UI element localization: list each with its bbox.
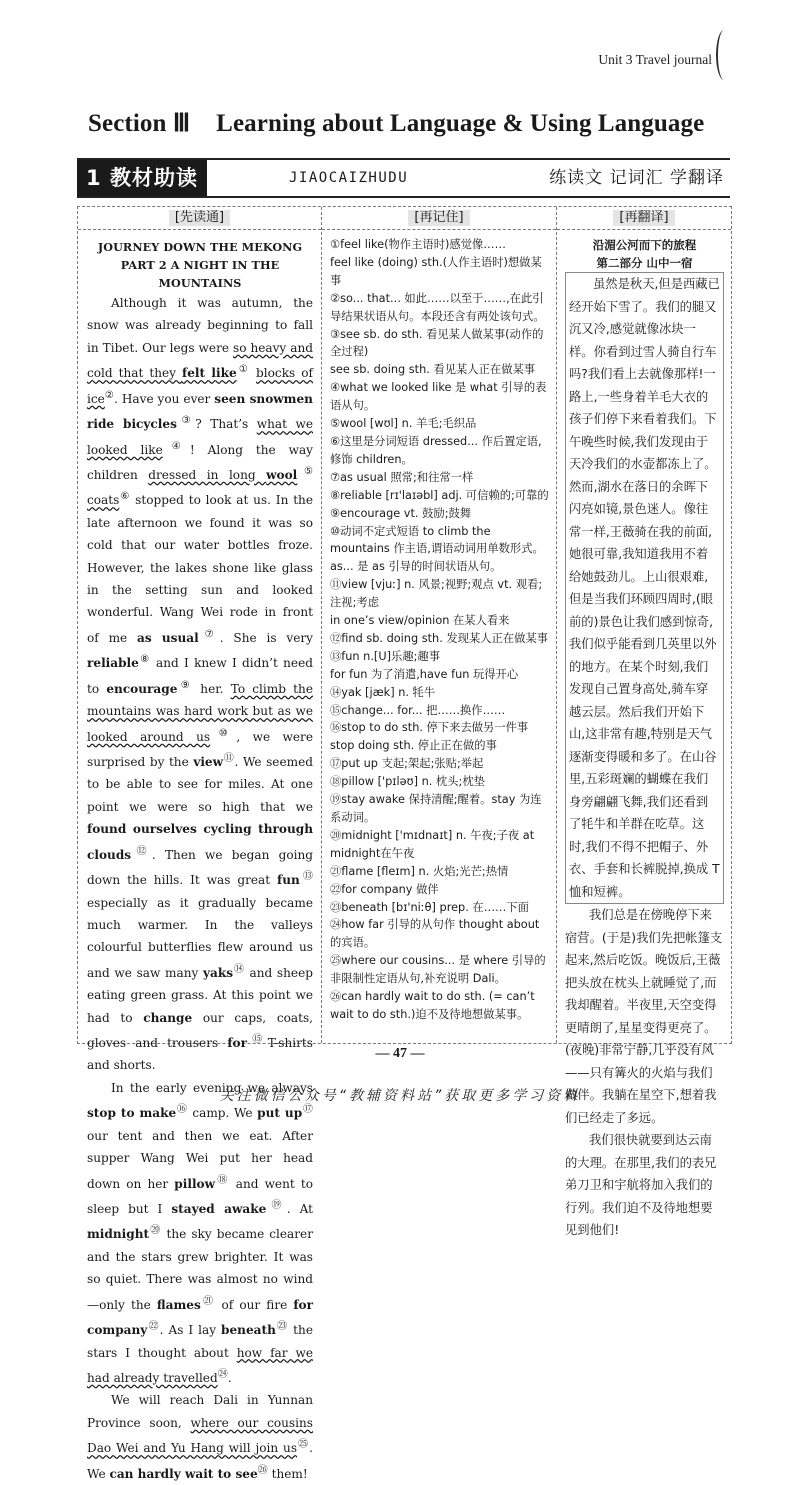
note-item: ⑱pillow ['pɪləʊ] n. 枕头;枕垫 bbox=[330, 775, 485, 789]
corner-mark bbox=[716, 30, 732, 80]
notes-column bbox=[322, 207, 557, 1043]
note-item: ㉓beneath [bɪ'niːθ] prep. 在……下面 bbox=[330, 900, 529, 914]
note-item: ㉑flame [fleɪm] n. 火焰;光芒;热情 bbox=[330, 864, 509, 878]
translation-paragraph-1: 虽然是秋天,但是西藏已经开始下雪了。我们的腿又沉又冷,感觉就像冰块一样。你看到过雪人骑自行车吗?我们看上去就像那样!一路上,一些身着羊毛大衣的孩子们停下来看着我们。下午晚些时候,我们发现由于天冷我们的水壶都冻上了。然而,湖水在落日的余晖下闪亮如镜,景色迷人。像往常一样,王薇骑在我的前面,她很可靠,我知道我用不着给她鼓劲儿。上山很艰难,但是当我们环顾四周时,(眼前的)景色让我们感到惊奇,我们似乎能看到几英里以外的地方。在某个时刻,我们发现自己置身高处,骑车穿越云层。然后我们开始下山,这非常有趣,特别是天气逐渐变得暖和多了。在山谷里,五彩斑斓的蝴蝶在我们身旁翩翩飞舞,我们还看到了牦牛和羊群在吃草。这时,我们不得不把帽子、外衣、手套和长裤脱掉,换成 T 恤和短裤。 bbox=[565, 272, 724, 904]
translation-column bbox=[557, 207, 731, 1237]
note-item: ㉕where our cousins... 是 where 引导的非限制性定语从句,补充说明 Dali。 bbox=[330, 954, 546, 986]
translation-paragraph-3: 我们很快就要到达云南的大理。在那里,我们的表兄弟刀卫和宇航将加入我们的行列。我们迫不及待地想要见到他们! bbox=[565, 1133, 717, 1237]
banner-motto: 练读文 记词汇 学翻译 bbox=[549, 168, 724, 188]
banner-pinyin: JIAOCAIZHUDU bbox=[289, 170, 409, 186]
note-item: ⑦as usual 照常;和往常一样 bbox=[330, 470, 474, 484]
note-item: ㉒for company 做伴 bbox=[330, 882, 439, 896]
note-item: ⑰put up 支起;架起;张贴;举起 bbox=[330, 757, 484, 771]
note-item: ⑨encourage vt. 鼓励;鼓舞 bbox=[330, 506, 472, 520]
note-item: ⑲stay awake 保持清醒;醒着。stay 为连系动词。 bbox=[330, 793, 542, 824]
reading-paragraph-3: We will reach Dali in Yunnan Province soon, where our cousins Dao Wei and Yu Hang will join $us^㉕$. We can hardly wait to see$^㉖$ them! bbox=[87, 1393, 313, 1481]
note-item: ③see sb. do sth. 看见某人做某事(动作的全过程) bbox=[330, 327, 544, 359]
note-item: ⑥这里是分词短语 dressed... 作后置定语,修饰 children。 bbox=[330, 434, 542, 466]
translation-title: 沿湄公河而下的旅程 bbox=[592, 238, 697, 252]
note-item: ㉖can hardly wait to do sth. (= can’t wait to do sth.)迫不及待地想做某事。 bbox=[330, 990, 535, 1021]
section-banner bbox=[77, 158, 730, 198]
note-item: ⑫find sb. doing sth. 发现某人正在做某事 bbox=[330, 631, 549, 645]
note-item: ⑤wool [wʊl] n. 羊毛;毛织品 bbox=[330, 417, 477, 431]
note-item: ⑭yak [jæk] n. 牦牛 bbox=[330, 685, 436, 699]
note-item: ⑩动词不定式短语 to climb the mountains 作主语,谓语动词用单数形式。as... 是 as 引导的时间状语从句。 bbox=[330, 524, 544, 574]
note-item: ⑳midnight ['mɪdnaɪt] n. 午夜;子夜 at midnight在午夜 bbox=[330, 828, 535, 860]
translation-subtitle: 第二部分 山中一宿 bbox=[596, 256, 693, 270]
section-title-text: Learning about Language & Using Language bbox=[216, 110, 705, 137]
translation-paragraph-2: 我们总是在傍晚停下来宿营。(于是)我们先把帐篷支起来,然后吃饭。晚饭后,王薇把头放在枕头上就睡觉了,而我却醒着。半夜里,天空变得更晴朗了,星星变得更亮了。(夜晚)非常宁静,几乎没有风——只有篝火的火焰与我们做伴。我躺在星空下,想着我们已经走了多远。 bbox=[565, 908, 723, 1125]
reading-column bbox=[78, 207, 322, 1481]
reading-paragraph-1: Although it was autumn, the snow was already beginning to fall in Tibet. Our legs were so heavy and cold that they felt like① blocks of ice②. Have you ever seen snowmen ride bicycles③? That’s what we looked like④! Along the way children dressed in long wool⑤ coats⑥ stopped to look at us. In the late afternoon we found it was so cold that our water bottles froze. However, the lakes shone like glass in the setting sun and looked wonderful. Wang Wei rode in front of me as usual⑦. She is very reliable⑧ and I knew I didn’t need to encourage⑨ her. To climb the mountains was hard work but as we looked around us⑩, we were surprised by the view⑪. We seemed to be able to see for miles. At one point we were so high that we found ourselves cycling through clouds⑫. Then we began going down the hills. It was great fun⑬ especially as it gradually became much warmer. In the valleys colourful butterflies flew around us and we saw many yaks⑭ and sheep eating green grass. At this point we had to change our caps, coats, gloves and trousers for⑮T-shirts and shorts. bbox=[87, 296, 313, 1073]
note-item: ⑧reliable [rɪ'laɪəbl] adj. 可信赖的;可靠的 bbox=[330, 488, 549, 502]
reading-subtitle: PART 2 A NIGHT IN THE MOUNTAINS bbox=[120, 258, 280, 290]
page-number: — 47 — bbox=[375, 1046, 425, 1061]
notes-list bbox=[322, 230, 556, 1024]
note-item: ⑬fun n.[U]乐趣;趣事 bbox=[330, 649, 441, 663]
footer-note: 关注微信公众号“教辅资料站”获取更多学习资料 bbox=[219, 1088, 581, 1104]
reading-text bbox=[78, 230, 321, 1485]
reading-paragraph-2: In the early evening we always stop to make⑯ camp. We put up⑰ our tent and then we eat. After supper Wang Wei put her head down on her pillow⑱ and went to sleep but I stayed awake⑲. At midnight⑳ the sky became clearer and the stars grew brighter. It was so quiet. There was almost no wind—only the flames$^㉑$ of our fire for company$^㉒$. As I lay beneath$^㉓$ the stars I thought about how far we had already travelled$^㉔$. bbox=[87, 1080, 314, 1385]
note-item: in one’s view/opinion 在某人看来 bbox=[330, 614, 510, 628]
note-item: ⑯stop to do sth. 停下来去做另一件事 bbox=[330, 721, 529, 735]
note-item: ①feel like(物作主语时)感觉像…… bbox=[330, 238, 506, 251]
notes-column-header: [再记住] bbox=[322, 207, 556, 230]
note-item: ⑮change... for... 把……换作…… bbox=[330, 703, 506, 717]
translation-column-header: [再翻译] bbox=[557, 207, 731, 230]
note-item: stop doing sth. 停止正在做的事 bbox=[330, 739, 497, 753]
note-item: ㉔how far 引导的从句作 thought about 的宾语。 bbox=[330, 918, 540, 950]
section-title bbox=[88, 108, 704, 138]
note-item: ④what we looked like 是 what 引导的表语从句。 bbox=[330, 381, 547, 413]
reading-column-header: [先读通] bbox=[78, 207, 321, 230]
section-label: Section Ⅲ bbox=[88, 110, 191, 137]
banner-label: 1 教材助读 bbox=[77, 160, 207, 196]
reading-title: JOURNEY DOWN THE MEKONG bbox=[97, 240, 303, 254]
note-item: ⑪view [vjuː] n. 风景;视野;观点 vt. 观看;注视;考虑 bbox=[330, 578, 543, 610]
note-item: feel like (doing) sth.(人作主语时)想做某事 bbox=[330, 255, 542, 287]
running-head: Unit 3 Travel journal bbox=[598, 52, 712, 67]
note-item: see sb. doing sth. 看见某人正在做某事 bbox=[330, 363, 536, 377]
note-item: for fun 为了消遣,have fun 玩得开心 bbox=[330, 667, 519, 681]
note-item: ②so... that... 如此……以至于……,在此引导结果状语从句。本段还含有两处该句式。 bbox=[330, 291, 545, 323]
